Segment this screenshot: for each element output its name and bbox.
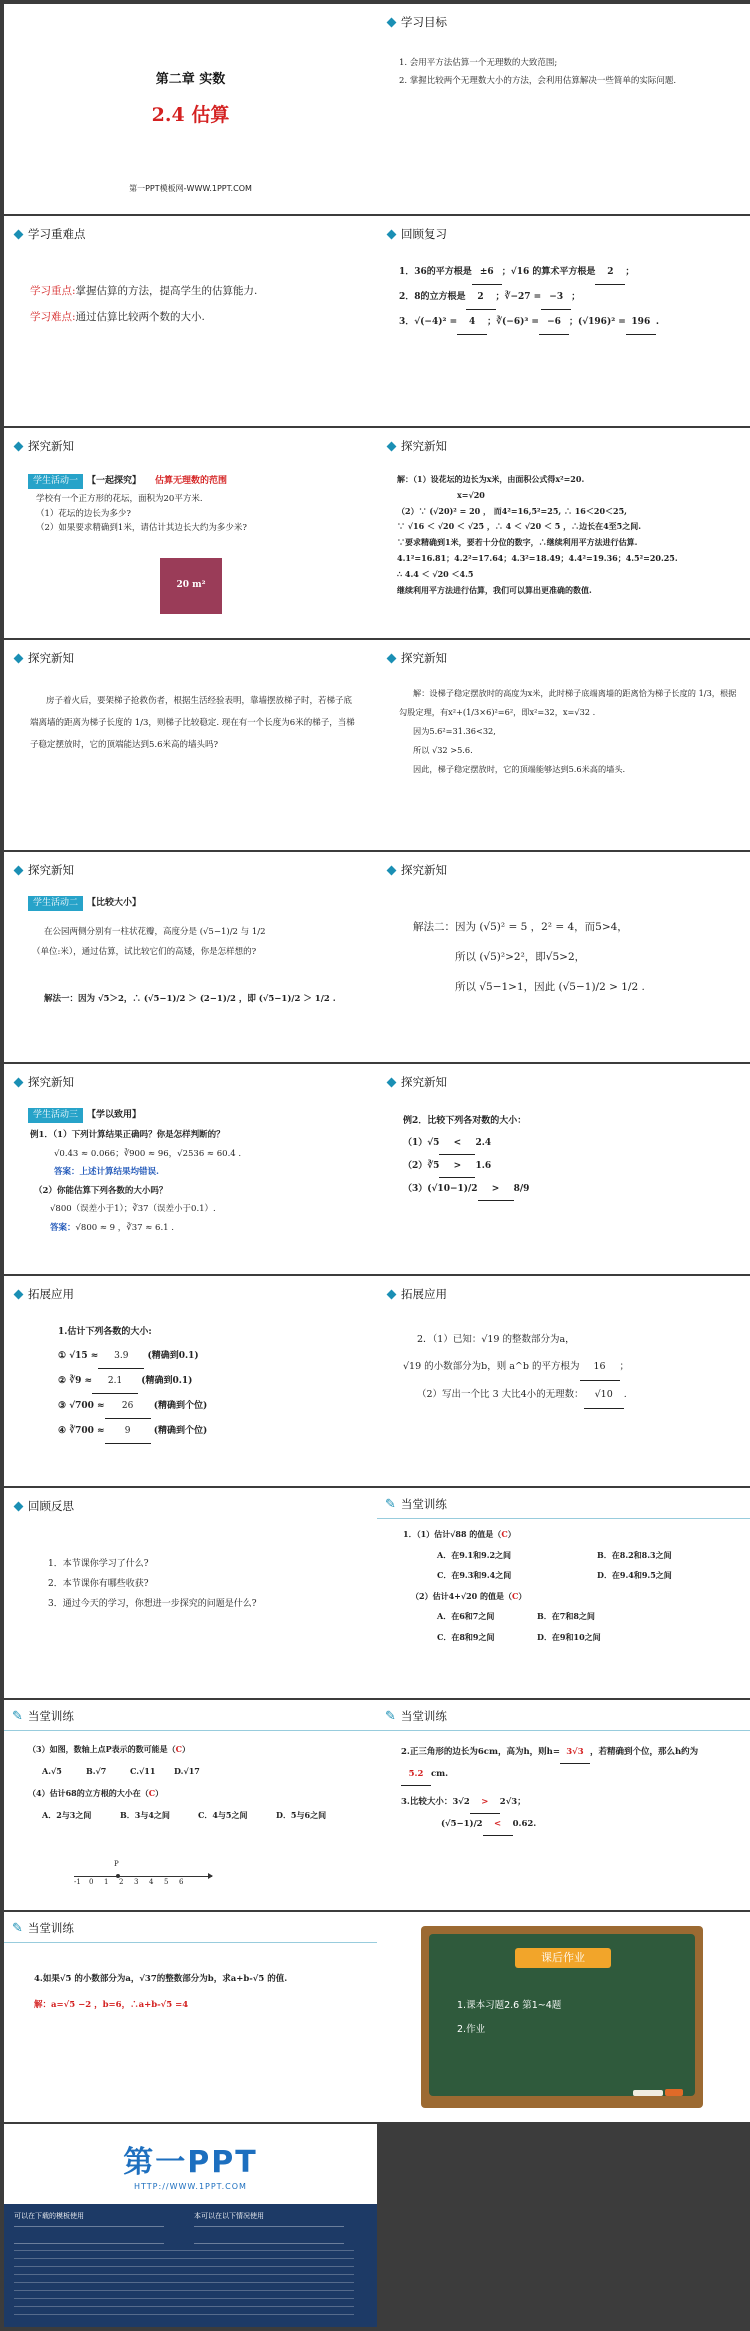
answer: > [470,1792,500,1814]
homework-title: 课后作业 [541,1951,585,1964]
activity-label: 【一起探究】 [87,476,142,486]
diamond-icon [387,17,397,27]
homework-title-box [515,1948,611,1968]
slide-explore-1 [4,428,377,638]
slide-header [385,862,447,878]
answer: C [175,1744,182,1754]
heading: 学习重难点 [28,227,86,241]
practice-text: 1．（1）估计√88 的值是（C） A．在9.1和9.2之间 B．在8.2和8.3之间 C．在9.3和9.4之间 D．在9.4和9.5之间 （2）估计4+√20 的值是（C） A．在6和7之间 B．在7和8之间 C．在8和9之间 D．在9和10之间 [403,1529,672,1642]
diamond-icon [14,865,24,875]
goal-list [399,54,735,90]
answer: √10 [584,1381,624,1409]
key-text: 掌握估算的方法，提高学生的估算能力. [75,285,258,297]
slide-review [377,216,750,426]
answer: −3 [541,285,571,310]
answer: 3√3 [560,1742,590,1764]
activity-line [28,472,368,490]
heading: 探究新知 [28,439,74,453]
diamond-icon [14,441,24,451]
heading: 探究新知 [401,651,447,665]
heading: 探究新知 [28,1075,74,1089]
compare-list: 例2．比较下列各对数的大小： （1）√5 < 2.4 （2）∛5 > 1.6 （3）(√10−1)/2 > 8/9 [403,1110,743,1201]
heading: 拓展应用 [401,1287,447,1301]
answer: ±6 [472,260,502,285]
slide-header [385,1708,447,1724]
slide-header [12,1286,74,1302]
pencil-icon: ✎ [12,1708,23,1724]
header-divider [4,1942,377,1943]
slide-homework [377,1912,750,2122]
heading: 当堂训练 [27,1921,74,1935]
slide-header [385,438,447,454]
slide-header [385,1286,447,1302]
tick-label: 6 [179,1878,184,1886]
key-points [30,278,370,330]
tick-label: 2 [119,1878,124,1886]
tick-label: 5 [164,1878,169,1886]
answer: 2 [595,260,625,285]
heading: 探究新知 [401,1075,447,1089]
chapter-title: 第二章 实数 [155,72,226,87]
slide-header [385,650,447,666]
heading: 当堂训练 [400,1497,447,1511]
practice-text: （3）如图，数轴上点P表示的数可能是（C） A.√5 B.√7 C.√11 D.√17 （4）估计68的立方根的大小在（C） A．2与3之间 B．3与4之间 C．4与5之间 D．5与6之间 [28,1744,327,1820]
heading: 回顾反思 [28,1499,74,1513]
activity-tag: 学生活动三 [28,1108,83,1123]
reflect-list: 1．本节课你学习了什么? 2．本节课你有哪些收获? 3．通过今天的学习，你想进一步探究的问题是什么? [48,1559,257,1609]
slide-extend-1 [4,1276,377,1486]
answer: 2 [466,285,496,310]
axis-arrow-icon [208,1873,213,1879]
slide-practice-1 [377,1488,750,1698]
slide-key-points [4,216,377,426]
homework-item: 1.课本习题2.6 第1~4题 [457,2000,562,2011]
tick-label: 1 [104,1878,109,1886]
point-label: P [114,1860,119,1868]
answer: 解：a=√5 −2 ，b=6，∴a+b-√5 =4 [34,2000,189,2010]
pencil-icon: ✎ [385,1708,396,1724]
answer: 9 [105,1419,151,1444]
question-text: 2．（1）已知：√19 的整数部分为a， √19 的小数部分为b，则 a^b 的平方根为 16 ； （2）写出一个比 3 大比4小的无理数： √10 . [417,1326,743,1409]
practice-text: 2.正三角形的边长为6cm，高为h，则h= 3√3 ，若精确到个位，那么h约为 5.2 cm. 3.比较大小：3√2 > 2√3； (√5−1)/2 < 0.62. [401,1742,741,1836]
answer: 3.9 [98,1344,144,1369]
key-text: 通过估算比较两个数的大小. [75,311,205,323]
slide-header [12,438,74,454]
answer: C [148,1788,156,1798]
tick-label: 3 [134,1878,139,1886]
eraser [665,2089,683,2096]
heading: 当堂训练 [400,1709,447,1723]
slide-explore-2 [377,428,750,638]
slide-explore-4 [377,640,750,850]
tick-label: -1 [74,1878,81,1886]
heading: 当堂训练 [27,1709,74,1723]
slide-header [385,1496,447,1512]
slide-explore-6 [377,852,750,1062]
axis-line [74,1876,212,1877]
homework-item: 2.作业 [457,2024,486,2035]
answer: 4 [457,310,487,335]
link-list-lines [14,2250,354,2320]
practice-text: 4.如果√5 的小数部分为a，√37的整数部分为b，求a+b-√5 的值. 解：a=√5 −2 ，b=6，∴a+b-√5 =4 [34,1966,370,2018]
solution-text: 解法二：因为 (√5)² = 5 ，2² = 4，而5>4， 所以 (√5)²>2²，即√5>2， 所以 √5−1>1，因此 (√5−1)/2 > 1/2 . [413,921,645,993]
slide-explore-7 [4,1064,377,1274]
heading: 探究新知 [28,863,74,877]
estimate-list: 1.估计下列各数的大小: ① √15 ≈ 3.9 (精确到0.1) ② ∛9 ≈ 2.1 (精确到0.1) ③ √700 ≈ 26 (精确到个位) ④ ∛700 ≈ 9 (精确到个位) [58,1320,368,1444]
heading: 学习目标 [401,15,447,29]
heading: 拓展应用 [28,1287,74,1301]
diamond-icon [387,441,397,451]
slide-goals [377,4,750,214]
heading: 回顾复习 [401,227,447,241]
slide-explore-5 [4,852,377,1062]
slide-practice-2 [4,1700,377,1910]
answer: > [478,1178,514,1201]
square-flowerbed [160,558,222,614]
homework-list [457,1994,677,2042]
slide-extend-2 [377,1276,750,1486]
answer: 196 [626,310,656,335]
diamond-icon [14,653,24,663]
pencil-icon: ✎ [385,1496,396,1512]
answer: < [483,1814,513,1836]
solution-text: 解：设梯子稳定摆放时的高度为x米，此时梯子底端离墙的距离恰为梯子长度的 1/3，根据勾股定理，有x²+(1/3×6)²=6²，即x²=32，x=√32 . 因为5.6²=31.36<32, 所以 √32 >5.6. 因此，梯子稳定摆放时，它的顶端能够达到5.6米高的墙头. [399,688,737,774]
info-block [194,2226,344,2244]
answer: 16 [580,1353,620,1381]
activity-tag: 学生活动二 [28,896,83,911]
answer: C [501,1529,508,1539]
slide-explore-8 [377,1064,750,1274]
diamond-icon [387,653,397,663]
info-column-title: 可以在下载的模板使用 [14,2212,84,2220]
slide-title [4,4,377,214]
slide-header [385,1074,447,1090]
diamond-icon [387,1289,397,1299]
header-divider [377,1518,750,1519]
slide-header [385,226,447,242]
diamond-icon [14,229,24,239]
solution-text: 解法一：因为 √5＞2，∴ (√5−1)/2 ＞ (2−1)/2 ，即 (√5−1)/2 ＞ 1/2 . [44,994,336,1004]
activity-topic: 估算无理数的范围 [155,476,228,486]
slide-reflect [4,1488,377,1698]
number-line [74,1860,214,1896]
chalk [633,2090,663,2096]
solution-text: 解：（1）设花坛的边长为x米，由面积公式得x²=20. x=√20 （2）∵ (√20)² = 20 ， 而4²=16,5²=25, ∴ 16＜20＜25, ∵ √16 ＜ √20 ＜ √25 ，∴ 4 ＜ √20 ＜ 5 ，∴边长在4至5之间. ∵要求精确到1米，要若十分位的数字，∴继续利用平方法进行估算. 4.1²=16.81；4.2²=17.64；4.3²=18.49；4.4²=19.36；4.5²=20.25. ∴ 4.4 ＜ √20 ＜4.5 继续利用平方法进行估算，我们可以算出更准确的数值. [397,474,678,595]
answer: 26 [105,1394,151,1419]
info-column-title: 本可以在以下情况使用 [194,2212,264,2220]
slide-practice-4 [4,1912,377,2122]
review-lines: 1．36的平方根是 ±6 ；√16 的算术平方根是 2 ； 2．8的立方根是 2 ；∛−27 = −3 ； 3．√(−4)² = 4 ；∛(−6)³ = −6 ；(√196)² = 196 . [399,260,744,335]
answer: < [439,1132,475,1155]
activity-line [28,1106,141,1124]
answer: C [512,1590,519,1601]
goal-item: 1. 会用平方法估算一个无理数的大致范围; [399,58,558,68]
area-label: 20 m² [176,580,206,590]
header-divider [377,1730,750,1731]
pencil-icon: ✎ [12,1920,23,1936]
diamond-icon [387,865,397,875]
slide-header [12,650,74,666]
slide-header [385,14,447,30]
problem-text: 在公园两侧分别有一柱状花瓣，高度分是 (√5−1)/2 与 1/2 （单位:米），通过估算，试比较它们的高矮，你是怎样想的? [32,927,266,957]
brand-url: HTTP://WWW.1PPT.COM [134,2182,247,2191]
slide-header [12,1920,74,1936]
problem-text: 房子着火后，要架梯子抢救伤者，根据生活经验表明，靠墙摆放梯子时，若梯子底端离墙的距离为梯子长度的 1/3，则梯子比较稳定. 现在有一个长度为6米的梯子，当梯子稳定摆放时，它的顶端能达到5.6米高的墙头吗? [30,696,355,750]
slide-practice-3 [377,1700,750,1910]
diamond-icon [14,1077,24,1087]
activity-label: 【比较大小】 [87,898,142,908]
heading: 探究新知 [401,863,447,877]
answer: > [439,1155,475,1178]
diamond-icon [387,1077,397,1087]
key-label: 学习重点: [30,285,76,297]
heading: 探究新知 [28,651,74,665]
activity-tag: 学生活动一 [28,474,83,489]
problem-text: 学校有一个正方形的花坛，面积为20平方米. （1）花坛的边长为多少? （2）如果要求精确到1米，请估计其边长大约为多少米? [36,494,247,533]
brand-footer [4,2204,377,2327]
slide-header [12,862,74,878]
header-divider [4,1730,377,1731]
slide-brand [4,2124,377,2327]
slide-header [12,226,86,242]
brand-logo: 第一PPT [123,2145,258,2180]
activity-label: 【学以致用】 [87,1110,142,1120]
diamond-icon [14,1289,24,1299]
footer-text: 第一PPT模板网-WWW.1PPT.COM [129,184,252,193]
tick-label: 0 [89,1878,94,1886]
goal-item: 2. 掌握比较两个无理数大小的方法，会利用估算解决一些简单的实际问题. [399,76,677,86]
slide-header [12,1498,74,1514]
answer: 2.1 [92,1369,138,1394]
answer: 5.2 [401,1764,431,1786]
tick-label: 4 [149,1878,154,1886]
slide-explore-3 [4,640,377,850]
diamond-icon [387,229,397,239]
example-text: 例1．（1）下列计算结果正确吗？你是怎样判断的？ √0.43 ≈ 0.066；∛900 ≈ 96，√2536 ≈ 60.4 . 答案：上述计算结果均错误. （2）你能估算下列各数的大小吗？ √800（误差小于1）；∛37（误差小于0.1）. 答案：√800 ≈ 9 ，∛37 ≈ 6.1 . [30,1130,242,1233]
answer: −6 [539,310,569,335]
diamond-icon [14,1501,24,1511]
slide-header [12,1074,74,1090]
slide-header [12,1708,74,1724]
heading: 探究新知 [401,439,447,453]
info-block [14,2226,164,2244]
key-label: 学习难点: [30,311,76,323]
section-title: 2.4 估算 [151,104,230,126]
activity-line [28,894,141,912]
